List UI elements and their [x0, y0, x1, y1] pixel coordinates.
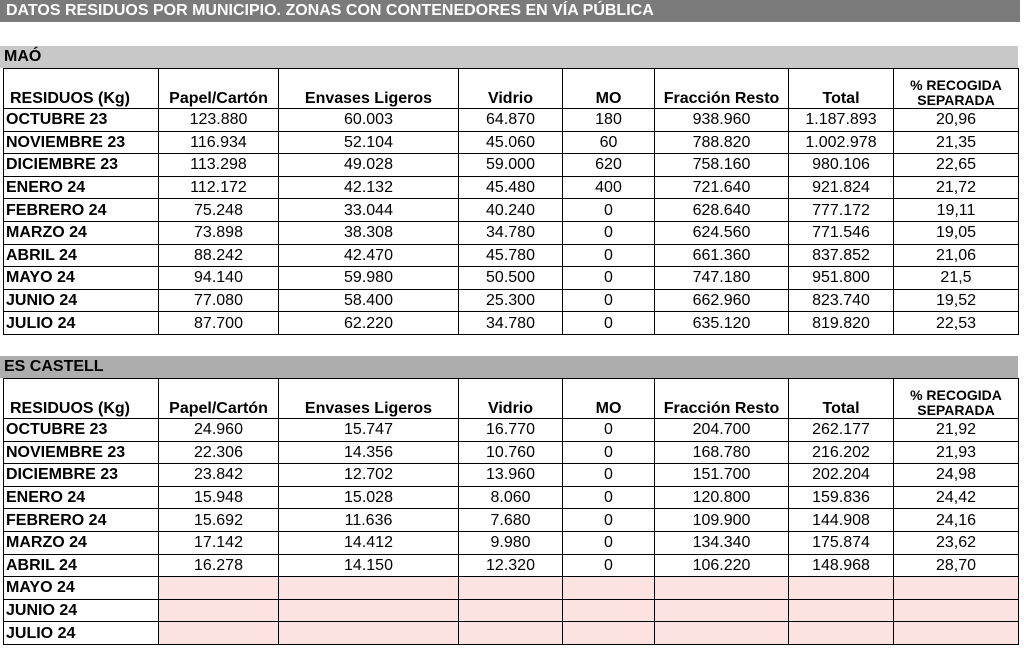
- cell-pct: [894, 577, 1019, 600]
- cell-mo: 0: [563, 464, 655, 487]
- cell-resto: 635.120: [655, 312, 789, 335]
- cell-total: 980.106: [789, 154, 894, 177]
- row-month-label: NOVIEMBRE 23: [4, 441, 159, 464]
- cell-vidrio: 34.780: [459, 312, 563, 335]
- cell-mo: [563, 577, 655, 600]
- table-row: [4, 221, 1019, 244]
- row-month-label: ENERO 24: [4, 486, 159, 509]
- cell-resto: 747.180: [655, 267, 789, 290]
- cell-envases: 14.356: [279, 441, 459, 464]
- cell-mo: 0: [563, 554, 655, 577]
- cell-resto: 628.640: [655, 199, 789, 222]
- table-header-row: [4, 379, 1019, 419]
- cell-resto: 788.820: [655, 131, 789, 154]
- cell-vidrio: 45.480: [459, 176, 563, 199]
- cell-resto: 661.360: [655, 244, 789, 267]
- cell-vidrio: 40.240: [459, 199, 563, 222]
- cell-envases: 49.028: [279, 154, 459, 177]
- pct-header-line2: SEPARADA: [917, 402, 995, 418]
- table-body-mao: [4, 109, 1019, 335]
- cell-mo: 0: [563, 419, 655, 442]
- col-header-resto: Fracción Resto: [655, 379, 789, 419]
- cell-pct: 20,96: [894, 109, 1019, 132]
- cell-papel: 113.298: [159, 154, 279, 177]
- row-month-label: OCTUBRE 23: [4, 419, 159, 442]
- row-month-label: FEBRERO 24: [4, 509, 159, 532]
- row-month-label: JUNIO 24: [4, 599, 159, 622]
- col-header-mo: MO: [563, 379, 655, 419]
- cell-vidrio: [459, 622, 563, 645]
- cell-total: [789, 622, 894, 645]
- cell-resto: 662.960: [655, 289, 789, 312]
- cell-pct: 24,98: [894, 464, 1019, 487]
- cell-papel: 94.140: [159, 267, 279, 290]
- cell-mo: 0: [563, 221, 655, 244]
- cell-mo: 0: [563, 244, 655, 267]
- row-month-label: JULIO 24: [4, 622, 159, 645]
- cell-mo: 0: [563, 289, 655, 312]
- cell-total: 823.740: [789, 289, 894, 312]
- cell-pct: 19,52: [894, 289, 1019, 312]
- cell-papel: [159, 599, 279, 622]
- row-month-label: ABRIL 24: [4, 554, 159, 577]
- report-title: DATOS RESIDUOS POR MUNICIPIO. ZONAS CON CONTENEDORES EN VÍA PÚBLICA: [0, 0, 1020, 22]
- cell-envases: 52.104: [279, 131, 459, 154]
- cell-envases: 12.702: [279, 464, 459, 487]
- cell-total: 819.820: [789, 312, 894, 335]
- cell-resto: 204.700: [655, 419, 789, 442]
- cell-total: 1.187.893: [789, 109, 894, 132]
- cell-envases: 33.044: [279, 199, 459, 222]
- cell-pct: 22,65: [894, 154, 1019, 177]
- table-row: [4, 464, 1019, 487]
- cell-papel: 75.248: [159, 199, 279, 222]
- cell-mo: [563, 599, 655, 622]
- cell-envases: 60.003: [279, 109, 459, 132]
- col-header-envases: Envases Ligeros: [279, 69, 459, 109]
- cell-total: 144.908: [789, 509, 894, 532]
- cell-resto: 109.900: [655, 509, 789, 532]
- cell-papel: 116.934: [159, 131, 279, 154]
- waste-table-es-castell: [3, 378, 1019, 645]
- cell-papel: 73.898: [159, 221, 279, 244]
- cell-resto: 120.800: [655, 486, 789, 509]
- cell-vidrio: 25.300: [459, 289, 563, 312]
- cell-total: 216.202: [789, 441, 894, 464]
- section-header-mao: MAÓ: [0, 46, 1018, 68]
- cell-pct: 24,16: [894, 509, 1019, 532]
- cell-vidrio: [459, 577, 563, 600]
- cell-vidrio: 9.980: [459, 531, 563, 554]
- cell-pct: 21,92: [894, 419, 1019, 442]
- cell-papel: 24.960: [159, 419, 279, 442]
- table-row: [4, 154, 1019, 177]
- cell-pct: 21,06: [894, 244, 1019, 267]
- cell-envases: 59.980: [279, 267, 459, 290]
- row-month-label: MAYO 24: [4, 267, 159, 290]
- cell-mo: 0: [563, 531, 655, 554]
- cell-resto: 758.160: [655, 154, 789, 177]
- row-month-label: DICIEMBRE 23: [4, 154, 159, 177]
- cell-vidrio: [459, 599, 563, 622]
- cell-envases: 58.400: [279, 289, 459, 312]
- cell-resto: 106.220: [655, 554, 789, 577]
- cell-pct: 21,5: [894, 267, 1019, 290]
- cell-pct: 21,93: [894, 441, 1019, 464]
- table-body-es-castell: [4, 419, 1019, 645]
- cell-mo: 0: [563, 199, 655, 222]
- cell-envases: 38.308: [279, 221, 459, 244]
- cell-total: 777.172: [789, 199, 894, 222]
- cell-total: 148.968: [789, 554, 894, 577]
- table-row: [4, 531, 1019, 554]
- waste-table-mao: [3, 68, 1019, 335]
- cell-envases: 15.747: [279, 419, 459, 442]
- col-header-pct: [894, 69, 1019, 109]
- cell-papel: [159, 622, 279, 645]
- col-header-papel: Papel/Cartón: [159, 69, 279, 109]
- table-row: [4, 109, 1019, 132]
- table-row: [4, 577, 1019, 600]
- col-header-envases: Envases Ligeros: [279, 379, 459, 419]
- cell-envases: 62.220: [279, 312, 459, 335]
- table-row: [4, 554, 1019, 577]
- cell-envases: 42.132: [279, 176, 459, 199]
- table-row: [4, 289, 1019, 312]
- cell-resto: 721.640: [655, 176, 789, 199]
- cell-mo: 620: [563, 154, 655, 177]
- cell-envases: 42.470: [279, 244, 459, 267]
- table-row: [4, 509, 1019, 532]
- cell-mo: 180: [563, 109, 655, 132]
- cell-vidrio: 12.320: [459, 554, 563, 577]
- cell-pct: 23,62: [894, 531, 1019, 554]
- cell-envases: 14.412: [279, 531, 459, 554]
- cell-mo: 0: [563, 509, 655, 532]
- cell-pct: 19,11: [894, 199, 1019, 222]
- cell-pct: 21,35: [894, 131, 1019, 154]
- table-row: [4, 244, 1019, 267]
- cell-mo: 400: [563, 176, 655, 199]
- cell-vidrio: 45.780: [459, 244, 563, 267]
- cell-mo: 0: [563, 267, 655, 290]
- cell-envases: [279, 599, 459, 622]
- cell-mo: 0: [563, 486, 655, 509]
- cell-pct: [894, 622, 1019, 645]
- row-month-label: MARZO 24: [4, 221, 159, 244]
- cell-vidrio: 64.870: [459, 109, 563, 132]
- pct-header-line2: SEPARADA: [917, 92, 995, 108]
- table-row: [4, 599, 1019, 622]
- col-header-mo: MO: [563, 69, 655, 109]
- col-header-residuos: RESIDUOS (Kg): [4, 379, 159, 419]
- col-header-pct: [894, 379, 1019, 419]
- col-header-total: Total: [789, 69, 894, 109]
- cell-papel: 16.278: [159, 554, 279, 577]
- col-header-vidrio: Vidrio: [459, 379, 563, 419]
- table-row: [4, 622, 1019, 645]
- table-row: [4, 312, 1019, 335]
- cell-pct: 21,72: [894, 176, 1019, 199]
- cell-papel: 88.242: [159, 244, 279, 267]
- cell-pct: [894, 599, 1019, 622]
- cell-envases: [279, 622, 459, 645]
- pct-header-line1: % RECOGIDA: [910, 77, 1002, 93]
- cell-vidrio: 16.770: [459, 419, 563, 442]
- cell-total: 262.177: [789, 419, 894, 442]
- cell-resto: 938.960: [655, 109, 789, 132]
- cell-total: 951.800: [789, 267, 894, 290]
- cell-total: 1.002.978: [789, 131, 894, 154]
- cell-envases: [279, 577, 459, 600]
- cell-vidrio: 10.760: [459, 441, 563, 464]
- row-month-label: FEBRERO 24: [4, 199, 159, 222]
- cell-resto: 624.560: [655, 221, 789, 244]
- cell-mo: 0: [563, 312, 655, 335]
- cell-total: 771.546: [789, 221, 894, 244]
- cell-resto: [655, 577, 789, 600]
- cell-papel: 15.692: [159, 509, 279, 532]
- cell-vidrio: 50.500: [459, 267, 563, 290]
- cell-papel: 15.948: [159, 486, 279, 509]
- cell-papel: 17.142: [159, 531, 279, 554]
- row-month-label: DICIEMBRE 23: [4, 464, 159, 487]
- col-header-papel: Papel/Cartón: [159, 379, 279, 419]
- table-row: [4, 267, 1019, 290]
- cell-papel: [159, 577, 279, 600]
- cell-total: 837.852: [789, 244, 894, 267]
- row-month-label: JULIO 24: [4, 312, 159, 335]
- col-header-total: Total: [789, 379, 894, 419]
- cell-papel: 112.172: [159, 176, 279, 199]
- cell-resto: [655, 622, 789, 645]
- cell-pct: 28,70: [894, 554, 1019, 577]
- row-month-label: ENERO 24: [4, 176, 159, 199]
- table-row: [4, 176, 1019, 199]
- cell-pct: 22,53: [894, 312, 1019, 335]
- row-month-label: OCTUBRE 23: [4, 109, 159, 132]
- cell-resto: 134.340: [655, 531, 789, 554]
- table-row: [4, 131, 1019, 154]
- cell-total: 159.836: [789, 486, 894, 509]
- col-header-vidrio: Vidrio: [459, 69, 563, 109]
- section-header-es-castell: ES CASTELL: [0, 356, 1018, 378]
- table-row: [4, 199, 1019, 222]
- cell-total: 921.824: [789, 176, 894, 199]
- cell-resto: 151.700: [655, 464, 789, 487]
- table-row: [4, 486, 1019, 509]
- table-row: [4, 419, 1019, 442]
- cell-envases: 11.636: [279, 509, 459, 532]
- col-header-residuos: RESIDUOS (Kg): [4, 69, 159, 109]
- cell-total: [789, 577, 894, 600]
- cell-resto: [655, 599, 789, 622]
- row-month-label: ABRIL 24: [4, 244, 159, 267]
- cell-mo: 0: [563, 441, 655, 464]
- cell-papel: 87.700: [159, 312, 279, 335]
- cell-mo: [563, 622, 655, 645]
- table-header-row: [4, 69, 1019, 109]
- cell-vidrio: 7.680: [459, 509, 563, 532]
- cell-total: [789, 599, 894, 622]
- row-month-label: MAYO 24: [4, 577, 159, 600]
- pct-header-line1: % RECOGIDA: [910, 387, 1002, 403]
- cell-vidrio: 59.000: [459, 154, 563, 177]
- col-header-resto: Fracción Resto: [655, 69, 789, 109]
- row-month-label: MARZO 24: [4, 531, 159, 554]
- cell-papel: 22.306: [159, 441, 279, 464]
- cell-pct: 19,05: [894, 221, 1019, 244]
- cell-total: 175.874: [789, 531, 894, 554]
- cell-envases: 15.028: [279, 486, 459, 509]
- row-month-label: JUNIO 24: [4, 289, 159, 312]
- cell-envases: 14.150: [279, 554, 459, 577]
- cell-mo: 60: [563, 131, 655, 154]
- cell-resto: 168.780: [655, 441, 789, 464]
- cell-papel: 123.880: [159, 109, 279, 132]
- cell-total: 202.204: [789, 464, 894, 487]
- cell-papel: 77.080: [159, 289, 279, 312]
- cell-papel: 23.842: [159, 464, 279, 487]
- table-row: [4, 441, 1019, 464]
- cell-vidrio: 45.060: [459, 131, 563, 154]
- row-month-label: NOVIEMBRE 23: [4, 131, 159, 154]
- cell-vidrio: 13.960: [459, 464, 563, 487]
- cell-pct: 24,42: [894, 486, 1019, 509]
- cell-vidrio: 34.780: [459, 221, 563, 244]
- cell-vidrio: 8.060: [459, 486, 563, 509]
